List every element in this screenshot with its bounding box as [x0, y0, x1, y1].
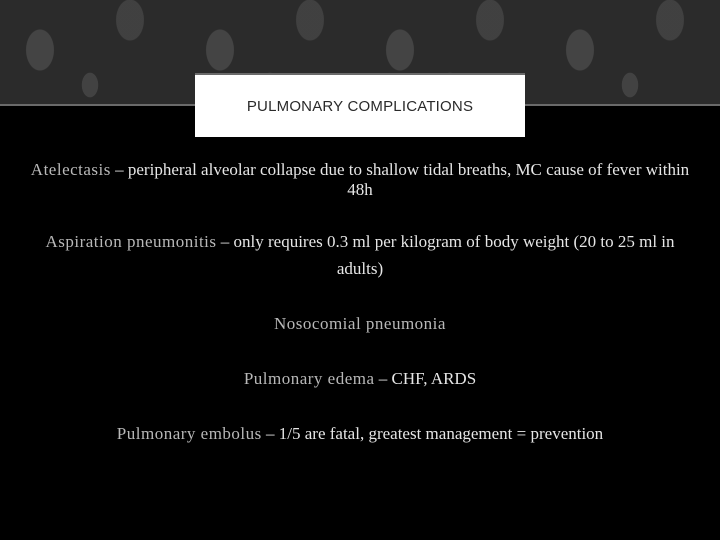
slide-title: PULMONARY COMPLICATIONS: [246, 97, 474, 115]
item-description: peripheral alveolar collapse due to shallow tidal breaths, MC cause of fever within 48h: [127, 160, 690, 199]
list-item-aspiration: [30, 228, 690, 282]
item-description: 1/5 are fatal, greatest management = prevention: [278, 424, 604, 443]
item-term: Pulmonary embolus: [116, 424, 262, 443]
item-term: Pulmonary edema: [243, 369, 375, 388]
item-separator: –: [110, 160, 128, 179]
item-term: Nosocomial pneumonia: [274, 314, 446, 333]
list-item-nosocomial: [30, 310, 690, 337]
title-box: [195, 73, 525, 137]
list-item-edema: [30, 365, 690, 392]
item-description: CHF, ARDS: [391, 369, 477, 388]
item-separator: –: [374, 369, 392, 388]
list-item-embolus: [30, 420, 690, 447]
item-separator: –: [261, 424, 279, 443]
item-term: Atelectasis: [30, 160, 111, 179]
item-term: Aspiration pneumonitis: [45, 232, 217, 251]
item-separator: –: [216, 232, 234, 251]
bullet-list: [30, 160, 690, 475]
list-item-atelectasis: [30, 160, 690, 200]
item-description: only requires 0.3 ml per kilogram of body weight (20 to 25 ml in adults): [233, 232, 675, 278]
